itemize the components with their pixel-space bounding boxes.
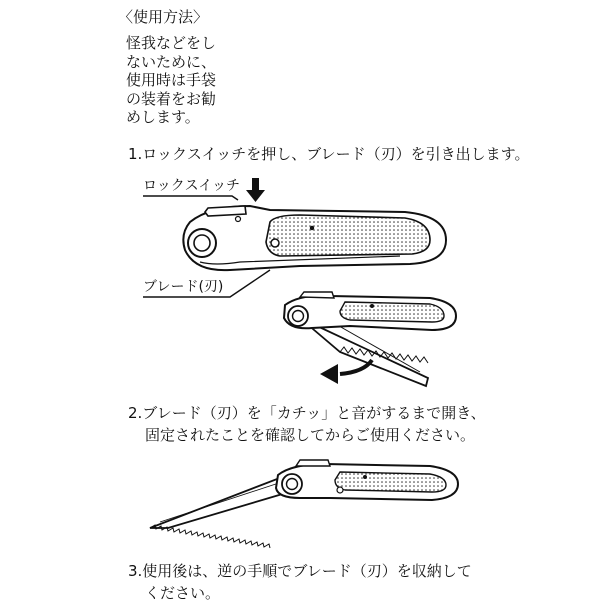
section-heading: 〈使用方法〉 <box>118 8 209 26</box>
step-2-instruction <box>128 402 486 446</box>
step-3-line-1: 3.使用後は、逆の手順でブレード（刃）を収納して <box>128 562 472 580</box>
caution-line: めします。 <box>126 108 200 126</box>
rotation-arrow-icon <box>320 360 372 384</box>
caution-line: 怪我などをし <box>126 34 217 52</box>
step-3-line-2: ください。 <box>145 584 221 602</box>
caution-line: ないために、 <box>126 52 217 71</box>
blade-label: ブレード(刃) <box>143 279 224 295</box>
closed-saw-diagram <box>143 178 446 297</box>
step-2-line-2: 固定されたことを確認してからご使用ください。 <box>145 426 476 444</box>
step-3-instruction <box>128 560 472 604</box>
opening-saw-diagram <box>284 292 456 386</box>
caution-line: の装着をお勧 <box>126 89 217 108</box>
down-arrow-icon <box>246 178 265 202</box>
open-saw-diagram <box>150 460 458 548</box>
lock-switch-label: ロックスイッチ <box>143 178 241 194</box>
step-1-instruction: 1.ロックスイッチを押し、ブレード（刃）を引き出します。 <box>128 145 530 163</box>
step-2-line-1: 2.ブレード（刃）を「カチッ」と音がするまで開き、 <box>128 404 486 422</box>
caution-line: 使用時は手袋 <box>126 71 217 89</box>
